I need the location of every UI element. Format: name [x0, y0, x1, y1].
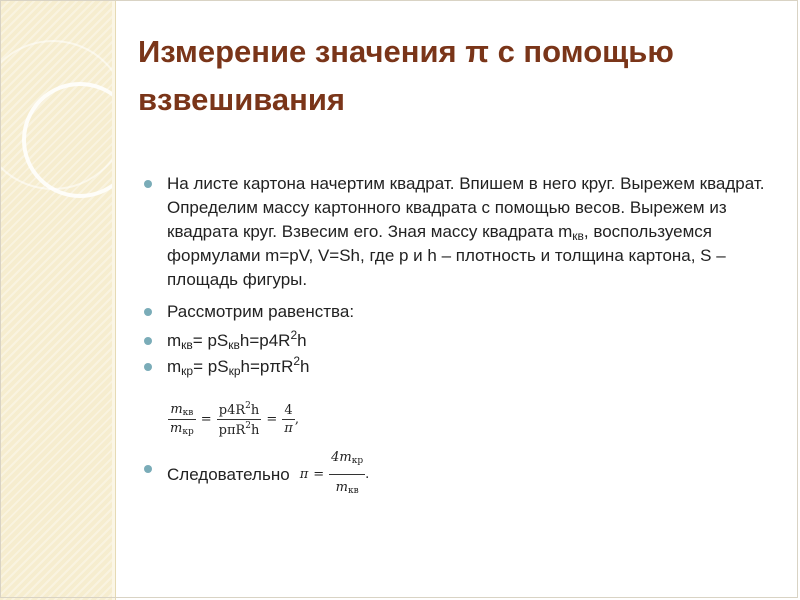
bullet-icon — [144, 465, 152, 473]
ratio-eq-2: = — [266, 412, 278, 427]
content-list — [142, 172, 782, 379]
conclusion-den-sub: кв — [347, 486, 359, 496]
ratio-d2-sup: 2 — [245, 421, 252, 431]
eq1-sup: 2 — [290, 328, 298, 342]
eq2-s-sub: кр — [228, 364, 241, 378]
eq1-m: m — [167, 331, 182, 350]
ratio-n1-sub: кв — [182, 408, 194, 418]
description-text-2: , воспользуемся формулами m=pV, V=Sh, где p и h – плотность и толщина картона, S – площадь фигуры. — [167, 222, 726, 289]
conclusion-num-sub: кр — [351, 456, 364, 466]
list-item-description — [142, 172, 782, 292]
list-item-conclusion — [142, 446, 782, 503]
ratio-eq-1: = — [200, 412, 212, 427]
ratio-fraction-2 — [217, 401, 262, 438]
ratio-d1: m — [170, 421, 183, 436]
content-list-conclusion — [142, 446, 782, 503]
slide-title: Измерение значения π с помощью взвешивания — [138, 34, 674, 117]
list-item-equation-circle — [142, 355, 782, 379]
eq1-mid: = pS — [192, 331, 229, 350]
eq2-sup: 2 — [293, 354, 301, 368]
bullet-icon — [144, 363, 152, 371]
ratio-n2-tail: h — [250, 403, 260, 418]
conclusion-formula — [300, 446, 370, 503]
eq1-tail: h=p4R — [239, 331, 291, 350]
conclusion-fraction — [329, 446, 365, 503]
conclusion-label: Следовательно — [167, 464, 290, 484]
eq1-end: h — [297, 331, 307, 350]
eq2-mid: = pS — [193, 357, 229, 376]
eq2-tail: h=pπR — [240, 357, 294, 376]
ratio-n3: 4 — [282, 403, 295, 420]
bullet-icon — [144, 308, 152, 316]
bullet-icon — [144, 337, 152, 345]
ratio-d3: π — [284, 421, 293, 436]
description-sub: кв — [572, 229, 584, 243]
list-item-consider — [142, 300, 782, 324]
bullet-icon — [144, 180, 152, 188]
ratio-n1: m — [170, 402, 183, 417]
eq2-end: h — [300, 357, 310, 376]
ratio-n2-sup: 2 — [245, 401, 251, 411]
conclusion-lhs: π — [299, 467, 309, 482]
decorative-side-band — [0, 0, 112, 600]
ratio-d2: pπR — [218, 423, 246, 438]
ratio-d1-sub: кр — [182, 427, 194, 437]
conclusion-den: m — [335, 480, 348, 495]
description-text-1: На листе картона начертим квадрат. Впишем в него круг. Вырежем квадрат. Определим массу картонного квадрата с помощью весов. Вырежем из квадрата круг. Взвесим его. Зная массу квадрата m — [167, 174, 765, 241]
band-divider-line — [115, 0, 116, 600]
conclusion-trail: . — [365, 467, 370, 482]
ratio-n2: p4R — [218, 403, 246, 418]
eq2-m: m — [167, 357, 182, 376]
eq1-s-sub: кв — [228, 338, 240, 352]
ratio-d2-tail: h — [251, 423, 260, 438]
ratio-fraction-1 — [168, 402, 196, 437]
ratio-trail: , — [294, 412, 299, 427]
conclusion-num: 4m — [331, 450, 352, 465]
ratio-fraction-3 — [282, 403, 295, 436]
consider-text: Рассмотрим равенства: — [167, 302, 355, 321]
ratio-formula — [168, 401, 299, 443]
eq2-m-sub: кр — [181, 364, 194, 378]
conclusion-eq: = — [313, 466, 325, 482]
list-item-equation-square — [142, 329, 782, 353]
eq1-m-sub: кв — [181, 338, 193, 352]
